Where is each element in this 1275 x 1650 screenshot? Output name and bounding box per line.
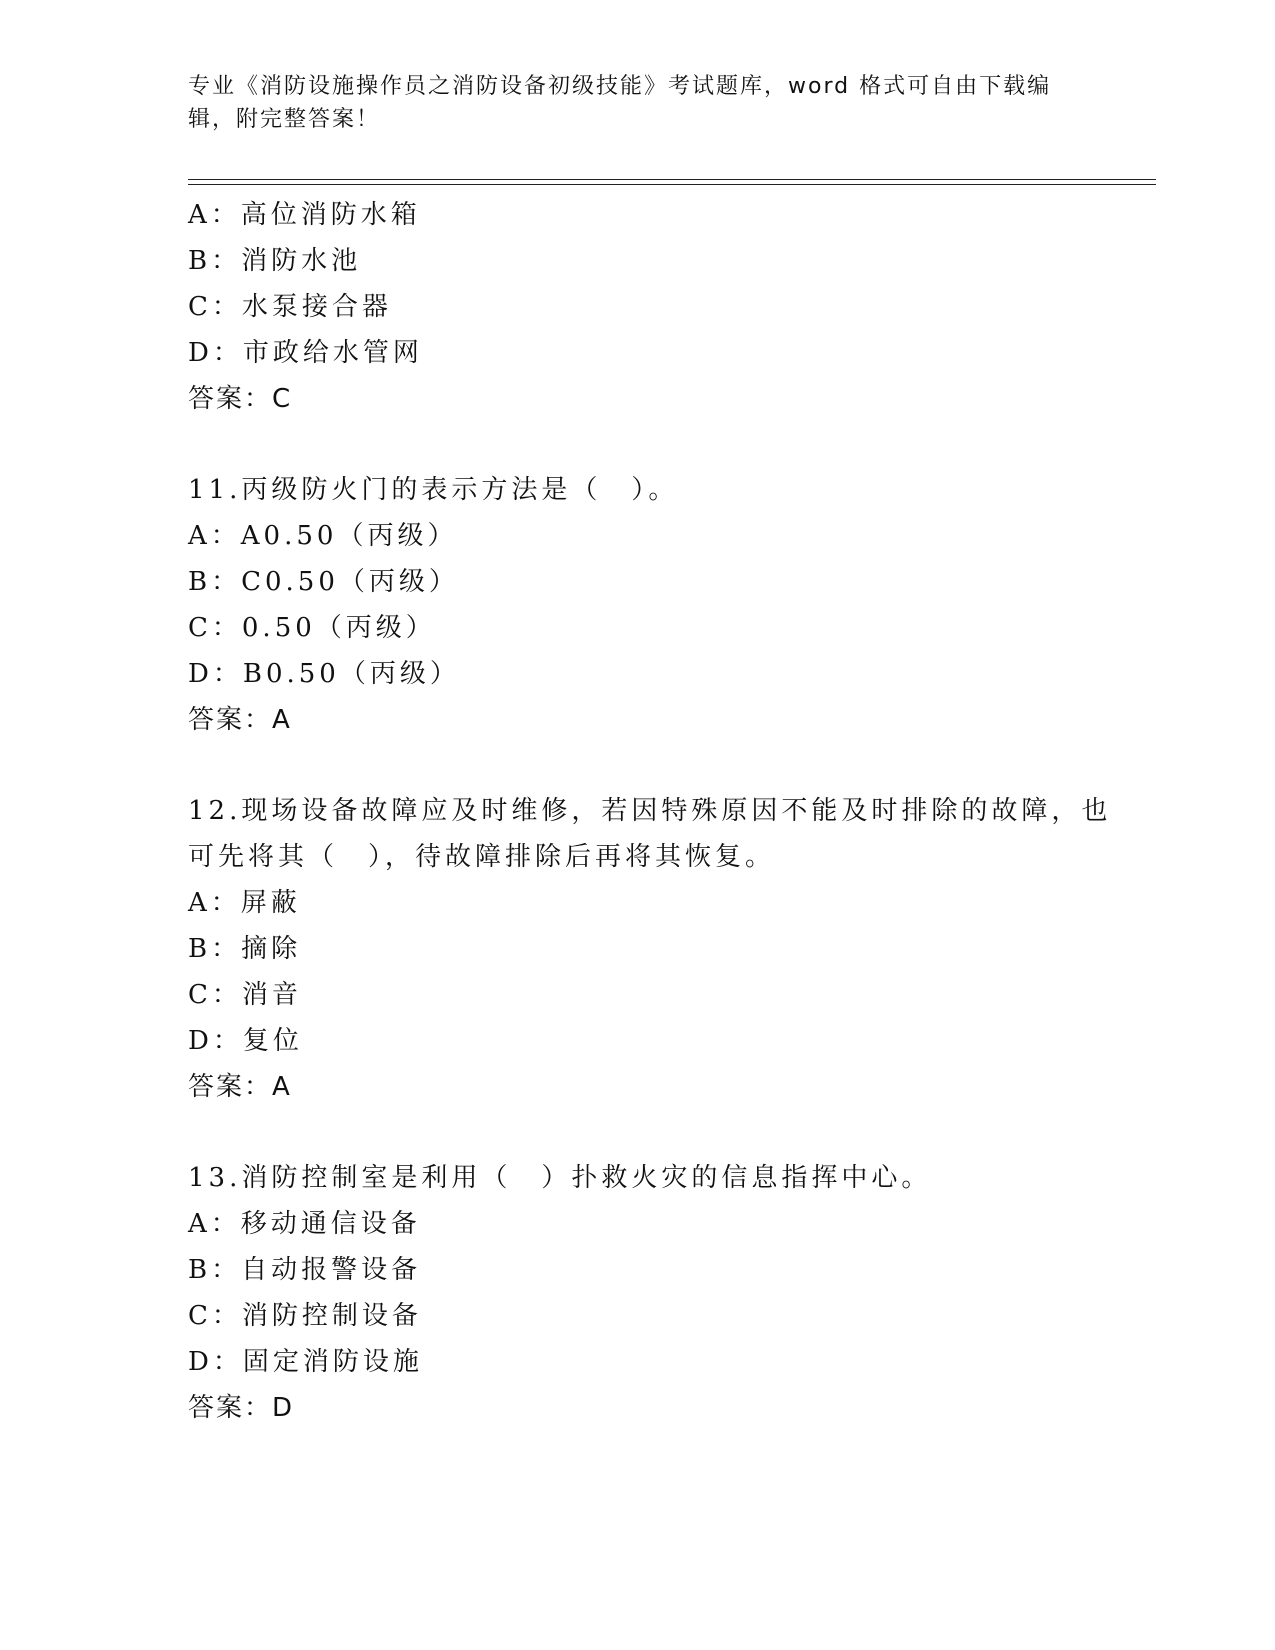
header-line-1: 专业《消防设施操作员之消防设备初级技能》考试题库，word 格式可自由下载编: [188, 74, 1052, 99]
option-a: A：高位消防水箱: [188, 200, 421, 230]
option-c: C：0.50（丙级）: [188, 613, 436, 643]
option-d: D：固定消防设施: [188, 1347, 423, 1377]
option-b: B：C0.50（丙级）: [188, 567, 459, 597]
option-d: D：B0.50（丙级）: [188, 659, 460, 689]
option-a: A：A0.50（丙级）: [188, 521, 458, 551]
option-c: C：消防控制设备: [188, 1301, 422, 1331]
answer: 答案：A: [188, 1072, 292, 1102]
option-c: C：消音: [188, 980, 302, 1010]
question-list: [188, 192, 1112, 1431]
option-b: B：自动报警设备: [188, 1255, 422, 1285]
answer: 答案：A: [188, 705, 292, 735]
question-text-line-1: 12.现场设备故障应及时维修，若因特殊原因不能及时排除的故障，也: [188, 796, 1112, 826]
header-divider-bottom: [188, 184, 1156, 185]
question-11: [188, 467, 1088, 743]
question-text-line-2: 可先将其（ ），待故障排除后再将其恢复。: [188, 842, 776, 872]
answer: 答案：D: [188, 1393, 295, 1423]
answer: 答案：C: [188, 384, 293, 414]
document-header: [188, 70, 1088, 136]
question-12: [188, 788, 1112, 1110]
option-d: D：复位: [188, 1026, 303, 1056]
option-c: C：水泵接合器: [188, 292, 392, 322]
header-divider-top: [188, 179, 1156, 180]
header-line-2: 辑，附完整答案！: [188, 107, 381, 132]
question-text: 11.丙级防火门的表示方法是（ ）。: [188, 475, 679, 505]
option-b: B：摘除: [188, 934, 302, 964]
option-a: A：屏蔽: [188, 888, 301, 918]
question-10: [188, 192, 1088, 422]
option-a: A：移动通信设备: [188, 1209, 421, 1239]
option-d: D：市政给水管网: [188, 338, 423, 368]
question-13: [188, 1155, 1088, 1431]
option-b: B：消防水池: [188, 246, 362, 276]
question-text: 13.消防控制室是利用（ ）扑救火灾的信息指挥中心。: [188, 1163, 932, 1193]
